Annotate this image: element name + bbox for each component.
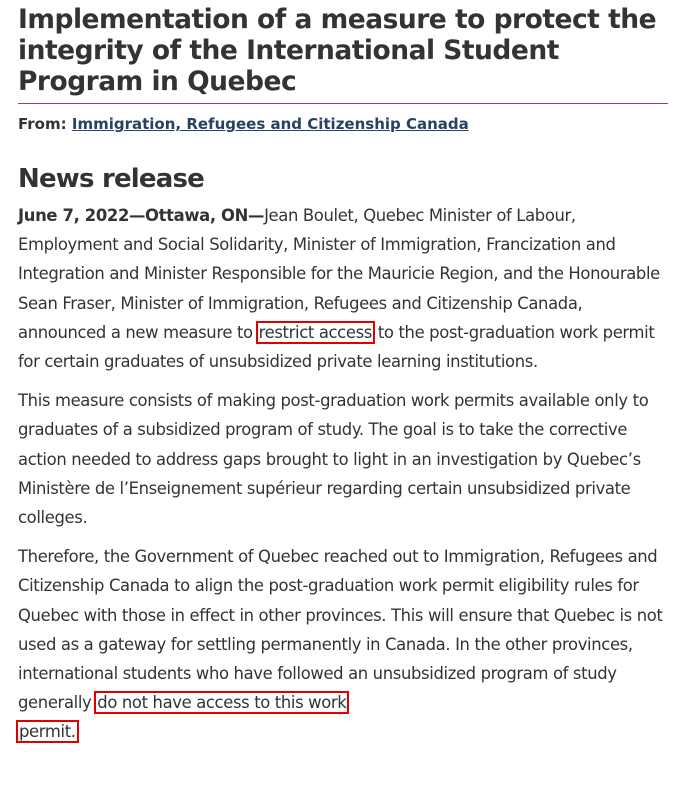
highlight-permit: permit. — [19, 722, 76, 742]
highlight-restrict-access: restrict access — [258, 322, 372, 342]
paragraph-1 — [18, 201, 673, 376]
paragraph-3 — [18, 542, 668, 746]
from-label: From: — [18, 115, 67, 133]
highlight-no-access: do not have access to this work — [97, 693, 347, 713]
paragraph-1-text-after: to the post-graduation work permit for certain graduates of unsubsidized private learning institutions. — [18, 322, 655, 372]
paragraph-2: This measure consists of making post-graduation work permits available only to graduates of a subsidized program of study. The goal is to take the corrective action needed to address gaps brought to light in an investigation by Quebec’s Ministère de l’Enseignement supérieur regarding certain unsubsidized private colleges. — [18, 391, 649, 528]
paragraph-3-text-before: Therefore, the Government of Quebec reached out to Immigration, Refugees and Citizenship Canada to align the post-graduation work permit eligibility rules for Quebec with those in effect in other provinces. This will ensure that Quebec is not used as a gateway for settling permanently in Canada. In the other provinces, international students who have followed an unsubsidized program of study generally — [18, 547, 663, 713]
department-link[interactable]: Immigration, Refugees and Citizenship Canada — [71, 115, 469, 133]
dateline: June 7, 2022—Ottawa, ON— — [18, 206, 265, 225]
section-heading: News release — [18, 164, 204, 194]
from-line — [18, 113, 668, 135]
page-title: Implementation of a measure to protect the integrity of the International Student Program in Quebec — [18, 4, 668, 104]
paragraph-1-text-before: Jean Boulet, Quebec Minister of Labour, Employment and Social Solidarity, Minister of Immigration, Francization and Integration and Minister Responsible for the Mauricie Region, and the Honourable Sean Fraser, Minister of Immigration, Refugees and Citizenship Canada, announced a new measure to — [18, 206, 660, 342]
news-article — [18, 4, 668, 747]
